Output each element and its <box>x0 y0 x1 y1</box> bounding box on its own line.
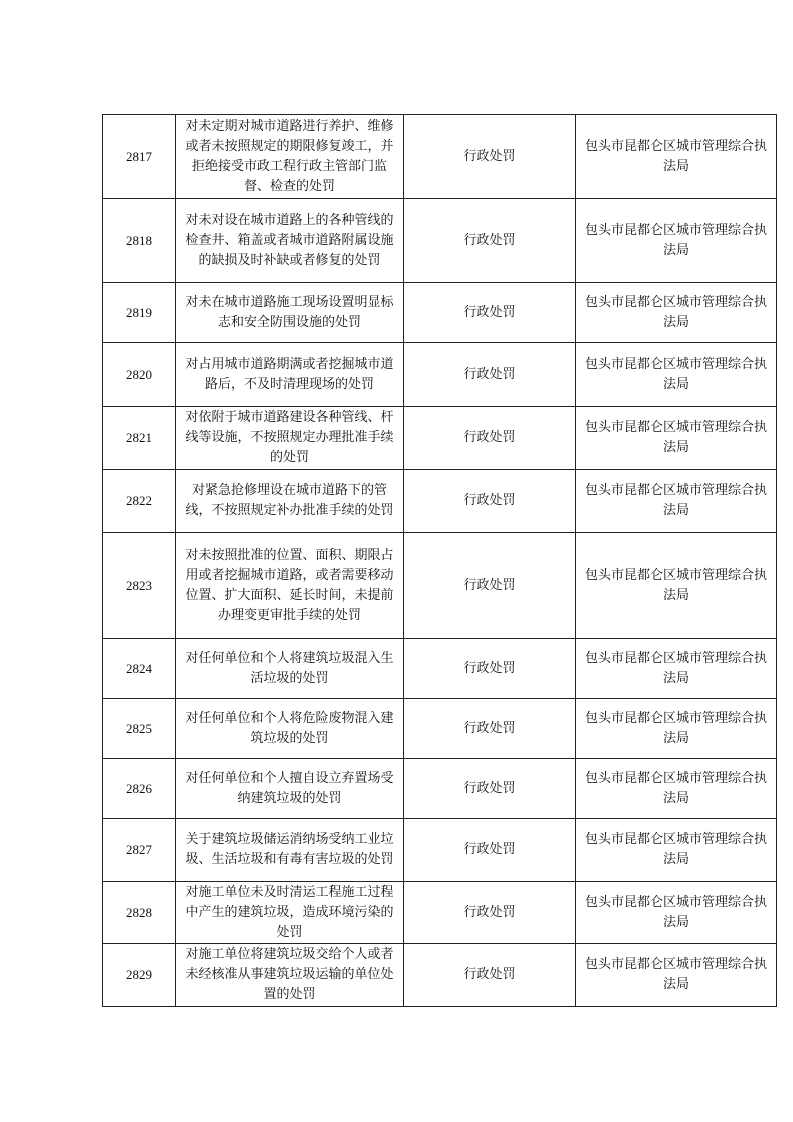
item-description: 对任何单位和个人擅自设立弃置场受纳建筑垃圾的处罚 <box>176 759 404 819</box>
item-description: 对施工单位未及时清运工程施工过程中产生的建筑垃圾，造成环境污染的处罚 <box>176 882 404 944</box>
table-row <box>103 639 777 699</box>
item-number: 2825 <box>103 699 176 759</box>
item-type: 行政处罚 <box>404 819 576 882</box>
item-authority: 包头市昆都仑区城市管理综合执法局 <box>576 199 777 283</box>
item-authority: 包头市昆都仑区城市管理综合执法局 <box>576 470 777 533</box>
item-authority: 包头市昆都仑区城市管理综合执法局 <box>576 759 777 819</box>
table-row <box>103 819 777 882</box>
item-authority: 包头市昆都仑区城市管理综合执法局 <box>576 819 777 882</box>
table-row <box>103 759 777 819</box>
item-type: 行政处罚 <box>404 115 576 199</box>
item-type: 行政处罚 <box>404 759 576 819</box>
item-description: 对施工单位将建筑垃圾交给个人或者未经核准从事建筑垃圾运输的单位处置的处罚 <box>176 944 404 1007</box>
table-row <box>103 533 777 639</box>
item-authority: 包头市昆都仑区城市管理综合执法局 <box>576 343 777 407</box>
item-type: 行政处罚 <box>404 533 576 639</box>
table-row <box>103 115 777 199</box>
item-number: 2827 <box>103 819 176 882</box>
item-description: 对未按照批准的位置、面积、期限占用或者挖掘城市道路，或者需要移动位置、扩大面积、延长时间，未提前办理变更审批手续的处罚 <box>176 533 404 639</box>
item-authority: 包头市昆都仑区城市管理综合执法局 <box>576 639 777 699</box>
item-authority: 包头市昆都仑区城市管理综合执法局 <box>576 882 777 944</box>
item-authority: 包头市昆都仑区城市管理综合执法局 <box>576 283 777 343</box>
item-number: 2822 <box>103 470 176 533</box>
item-description: 对任何单位和个人将危险废物混入建筑垃圾的处罚 <box>176 699 404 759</box>
item-authority: 包头市昆都仑区城市管理综合执法局 <box>576 533 777 639</box>
item-type: 行政处罚 <box>404 199 576 283</box>
table-row <box>103 283 777 343</box>
item-authority: 包头市昆都仑区城市管理综合执法局 <box>576 699 777 759</box>
table-row <box>103 470 777 533</box>
table-row <box>103 199 777 283</box>
item-number: 2826 <box>103 759 176 819</box>
item-description: 对任何单位和个人将建筑垃圾混入生活垃圾的处罚 <box>176 639 404 699</box>
item-authority: 包头市昆都仑区城市管理综合执法局 <box>576 944 777 1007</box>
item-description: 对未对设在城市道路上的各种管线的检查井、箱盖或者城市道路附属设施的缺损及时补缺或者修复的处罚 <box>176 199 404 283</box>
item-description: 关于建筑垃圾储运消纳场受纳工业垃圾、生活垃圾和有毒有害垃圾的处罚 <box>176 819 404 882</box>
table-row <box>103 944 777 1007</box>
item-type: 行政处罚 <box>404 283 576 343</box>
item-type: 行政处罚 <box>404 639 576 699</box>
item-description: 对依附于城市道路建设各种管线、杆线等设施，不按照规定办理批准手续的处罚 <box>176 407 404 470</box>
item-number: 2823 <box>103 533 176 639</box>
item-number: 2818 <box>103 199 176 283</box>
item-type: 行政处罚 <box>404 343 576 407</box>
table-row <box>103 882 777 944</box>
table-row <box>103 343 777 407</box>
item-number: 2820 <box>103 343 176 407</box>
item-number: 2817 <box>103 115 176 199</box>
item-number: 2821 <box>103 407 176 470</box>
item-number: 2828 <box>103 882 176 944</box>
item-description: 对占用城市道路期满或者挖掘城市道路后，不及时清理现场的处罚 <box>176 343 404 407</box>
item-type: 行政处罚 <box>404 882 576 944</box>
item-type: 行政处罚 <box>404 470 576 533</box>
item-description: 对紧急抢修埋设在城市道路下的管线，不按照规定补办批准手续的处罚 <box>176 470 404 533</box>
item-number: 2829 <box>103 944 176 1007</box>
item-description: 对未在城市道路施工现场设置明显标志和安全防围设施的处罚 <box>176 283 404 343</box>
table-row <box>103 407 777 470</box>
table-body <box>103 115 777 1007</box>
item-type: 行政处罚 <box>404 407 576 470</box>
item-authority: 包头市昆都仑区城市管理综合执法局 <box>576 407 777 470</box>
item-number: 2819 <box>103 283 176 343</box>
item-authority: 包头市昆都仑区城市管理综合执法局 <box>576 115 777 199</box>
item-type: 行政处罚 <box>404 699 576 759</box>
penalty-items-table <box>102 114 777 1007</box>
item-number: 2824 <box>103 639 176 699</box>
table-row <box>103 699 777 759</box>
item-description: 对未定期对城市道路进行养护、维修或者未按照规定的期限修复竣工，并拒绝接受市政工程行政主管部门监督、检查的处罚 <box>176 115 404 199</box>
item-type: 行政处罚 <box>404 944 576 1007</box>
